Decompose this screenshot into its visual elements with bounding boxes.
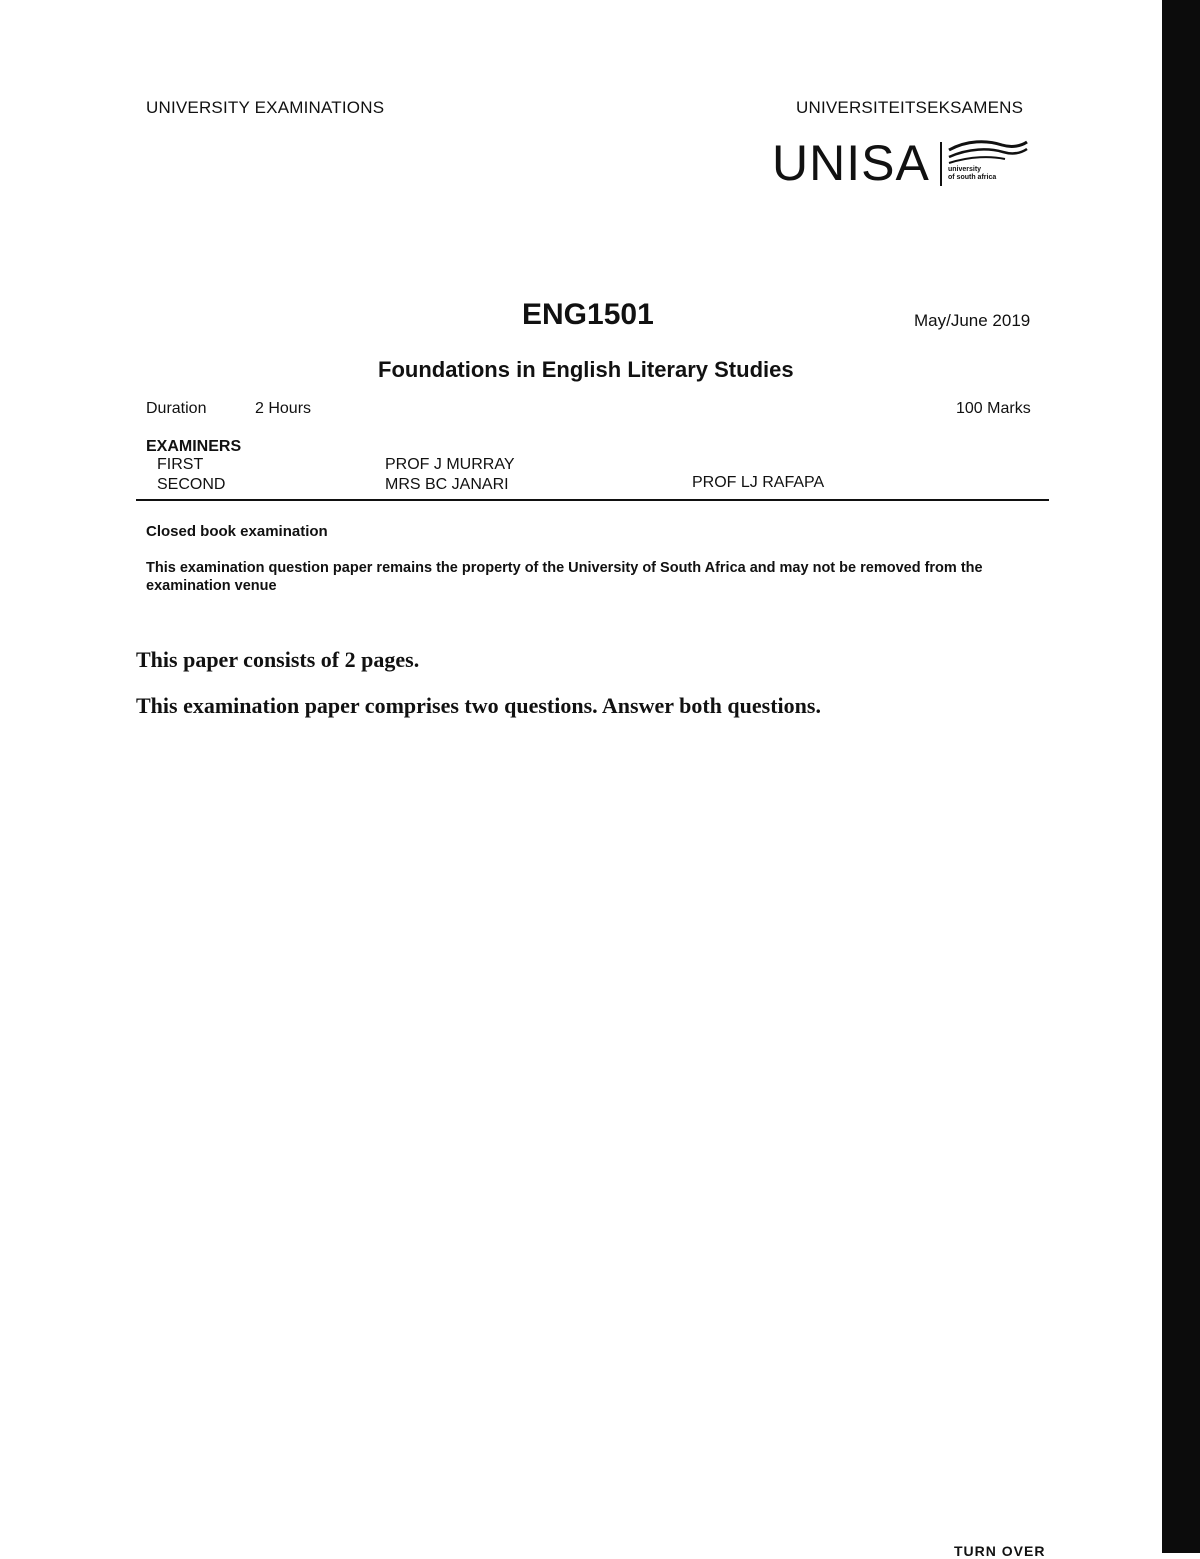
property-notice: This examination question paper remains the property of the University of South Africa and may not be removed from the examination venue — [146, 560, 983, 594]
unisa-logo — [772, 134, 1042, 194]
duration-value: 2 Hours — [255, 400, 312, 417]
examiners-heading: EXAMINERS — [146, 438, 242, 455]
header-right-title: UNIVERSITEITSEKSAMENS — [796, 98, 1024, 117]
scan-edge-bar — [1162, 0, 1200, 1553]
course-title: Foundations in English Literary Studies — [378, 357, 794, 382]
second-examiner-name: MRS BC JANARI — [385, 476, 509, 493]
course-code: ENG1501 — [522, 298, 654, 331]
logo-subtext: university of south africa — [948, 166, 997, 181]
header-divider — [136, 499, 1049, 501]
instructions-statement: This examination paper comprises two questions. Answer both questions. — [136, 693, 821, 718]
logo-wave-icon — [947, 136, 1029, 166]
duration-label: Duration — [146, 400, 207, 417]
logo-wordmark: UNISA — [772, 135, 930, 191]
header-left-title: UNIVERSITY EXAMINATIONS — [146, 98, 385, 117]
logo-divider — [940, 142, 942, 186]
second-examiner-label: SECOND — [157, 476, 226, 493]
first-examiner-name: PROF J MURRAY — [385, 456, 515, 473]
first-examiner-label: FIRST — [157, 456, 204, 473]
turn-over-footer: TURN OVER — [954, 1543, 1046, 1559]
exam-session: May/June 2019 — [914, 311, 1031, 330]
pages-statement: This paper consists of 2 pages. — [136, 647, 420, 672]
second-examiner-name-2: PROF LJ RAFAPA — [692, 474, 825, 491]
closed-book-note: Closed book examination — [146, 523, 328, 540]
total-marks: 100 Marks — [956, 400, 1031, 417]
